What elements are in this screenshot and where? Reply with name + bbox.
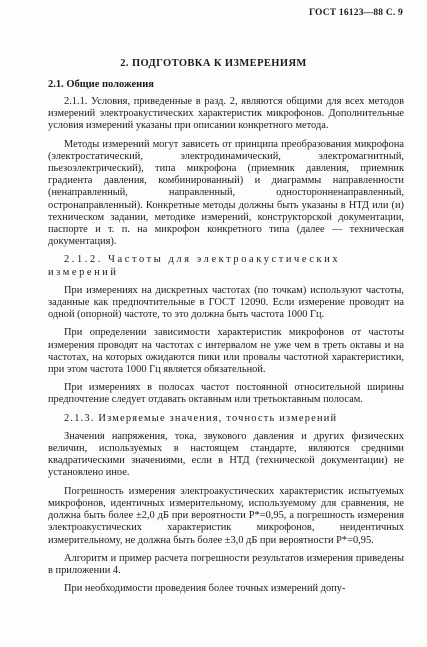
page-header: ГОСТ 16123—88 С. 9 [309, 8, 403, 18]
subsection-title: 2.1. Общие положения [48, 79, 154, 90]
document-body [48, 96, 404, 601]
paragraph: Значения напряжения, тока, звукового давления и других физических величин, используемых в настоящем стандарте, являются средними квадратическими значениями, если в НТД (технической документации) не установлено иное. [48, 430, 404, 479]
paragraph: 2.1.1. Условия, приведенные в разд. 2, являются общими для всех методов измерений электроакустических характеристик микрофонов. Дополнительные условия измерений указаны при описании конкретного метода. [48, 96, 404, 132]
clause-heading: 2.1.2. Частоты для электроакустических измерений [48, 254, 341, 278]
paragraph: При необходимости проведения более точных измерений допу- [64, 583, 346, 595]
paragraph: Методы измерений могут зависеть от принципа преобразования микрофона (электростатический, электродинамический, электромагнитный, пьезоэлектрический), типа микрофона (приемник давления, приемник градиента давления, комбинированный) и диаграммы направленности (ненаправленный, направленный, односторонненаправленный, остронаправленный). Конкретные методы должны быть указаны в НТД или (и) техническом задании, методике измерений, конструкторской документации, паспорте и т. п. на микрофон конкретного типа (далее — техническая документация). [48, 138, 404, 248]
section-title: 2. ПОДГОТОВКА К ИЗМЕРЕНИЯМ [120, 58, 307, 69]
paragraph: При измерениях в полосах частот постоянной относительной ширины предпочтение следует отдавать октавным или третьоктавным полосам. [48, 382, 404, 406]
paragraph: Алгоритм и пример расчета погрешности результатов измерения приведены в приложении 4. [48, 552, 404, 576]
paragraph: При определении зависимости характеристик микрофонов от частоты измерения проводят на частотах с интервалом не уже чем в треть октавы и на частотах, на которых ожидаются пики или провалы частотной характеристики, при этом частота 1000 Гц является обязательной. [48, 327, 404, 376]
paragraph: Погрешность измерения электроакустических характеристик испытуемых микрофонов, идентичных измерительному, используемому для сравнения, не должна быть более ±2,0 дБ при вероятности P*=0,95, а погрешность измерения электроакустических характеристик микрофонов, неидентичных измерительному, не должна быть более ±3,0 дБ при вероятности P*=0,95. [48, 485, 404, 546]
clause-heading: 2.1.3. Измеряемые значения, точность измерений [64, 412, 338, 424]
paragraph: При измерениях на дискретных частотах (по точкам) используют частоты, заданные как предпочтительные в ГОСТ 12090. Если измерение проводят на одной (опорной) частоте, то это должна быть частота 1000 Гц. [48, 284, 404, 321]
